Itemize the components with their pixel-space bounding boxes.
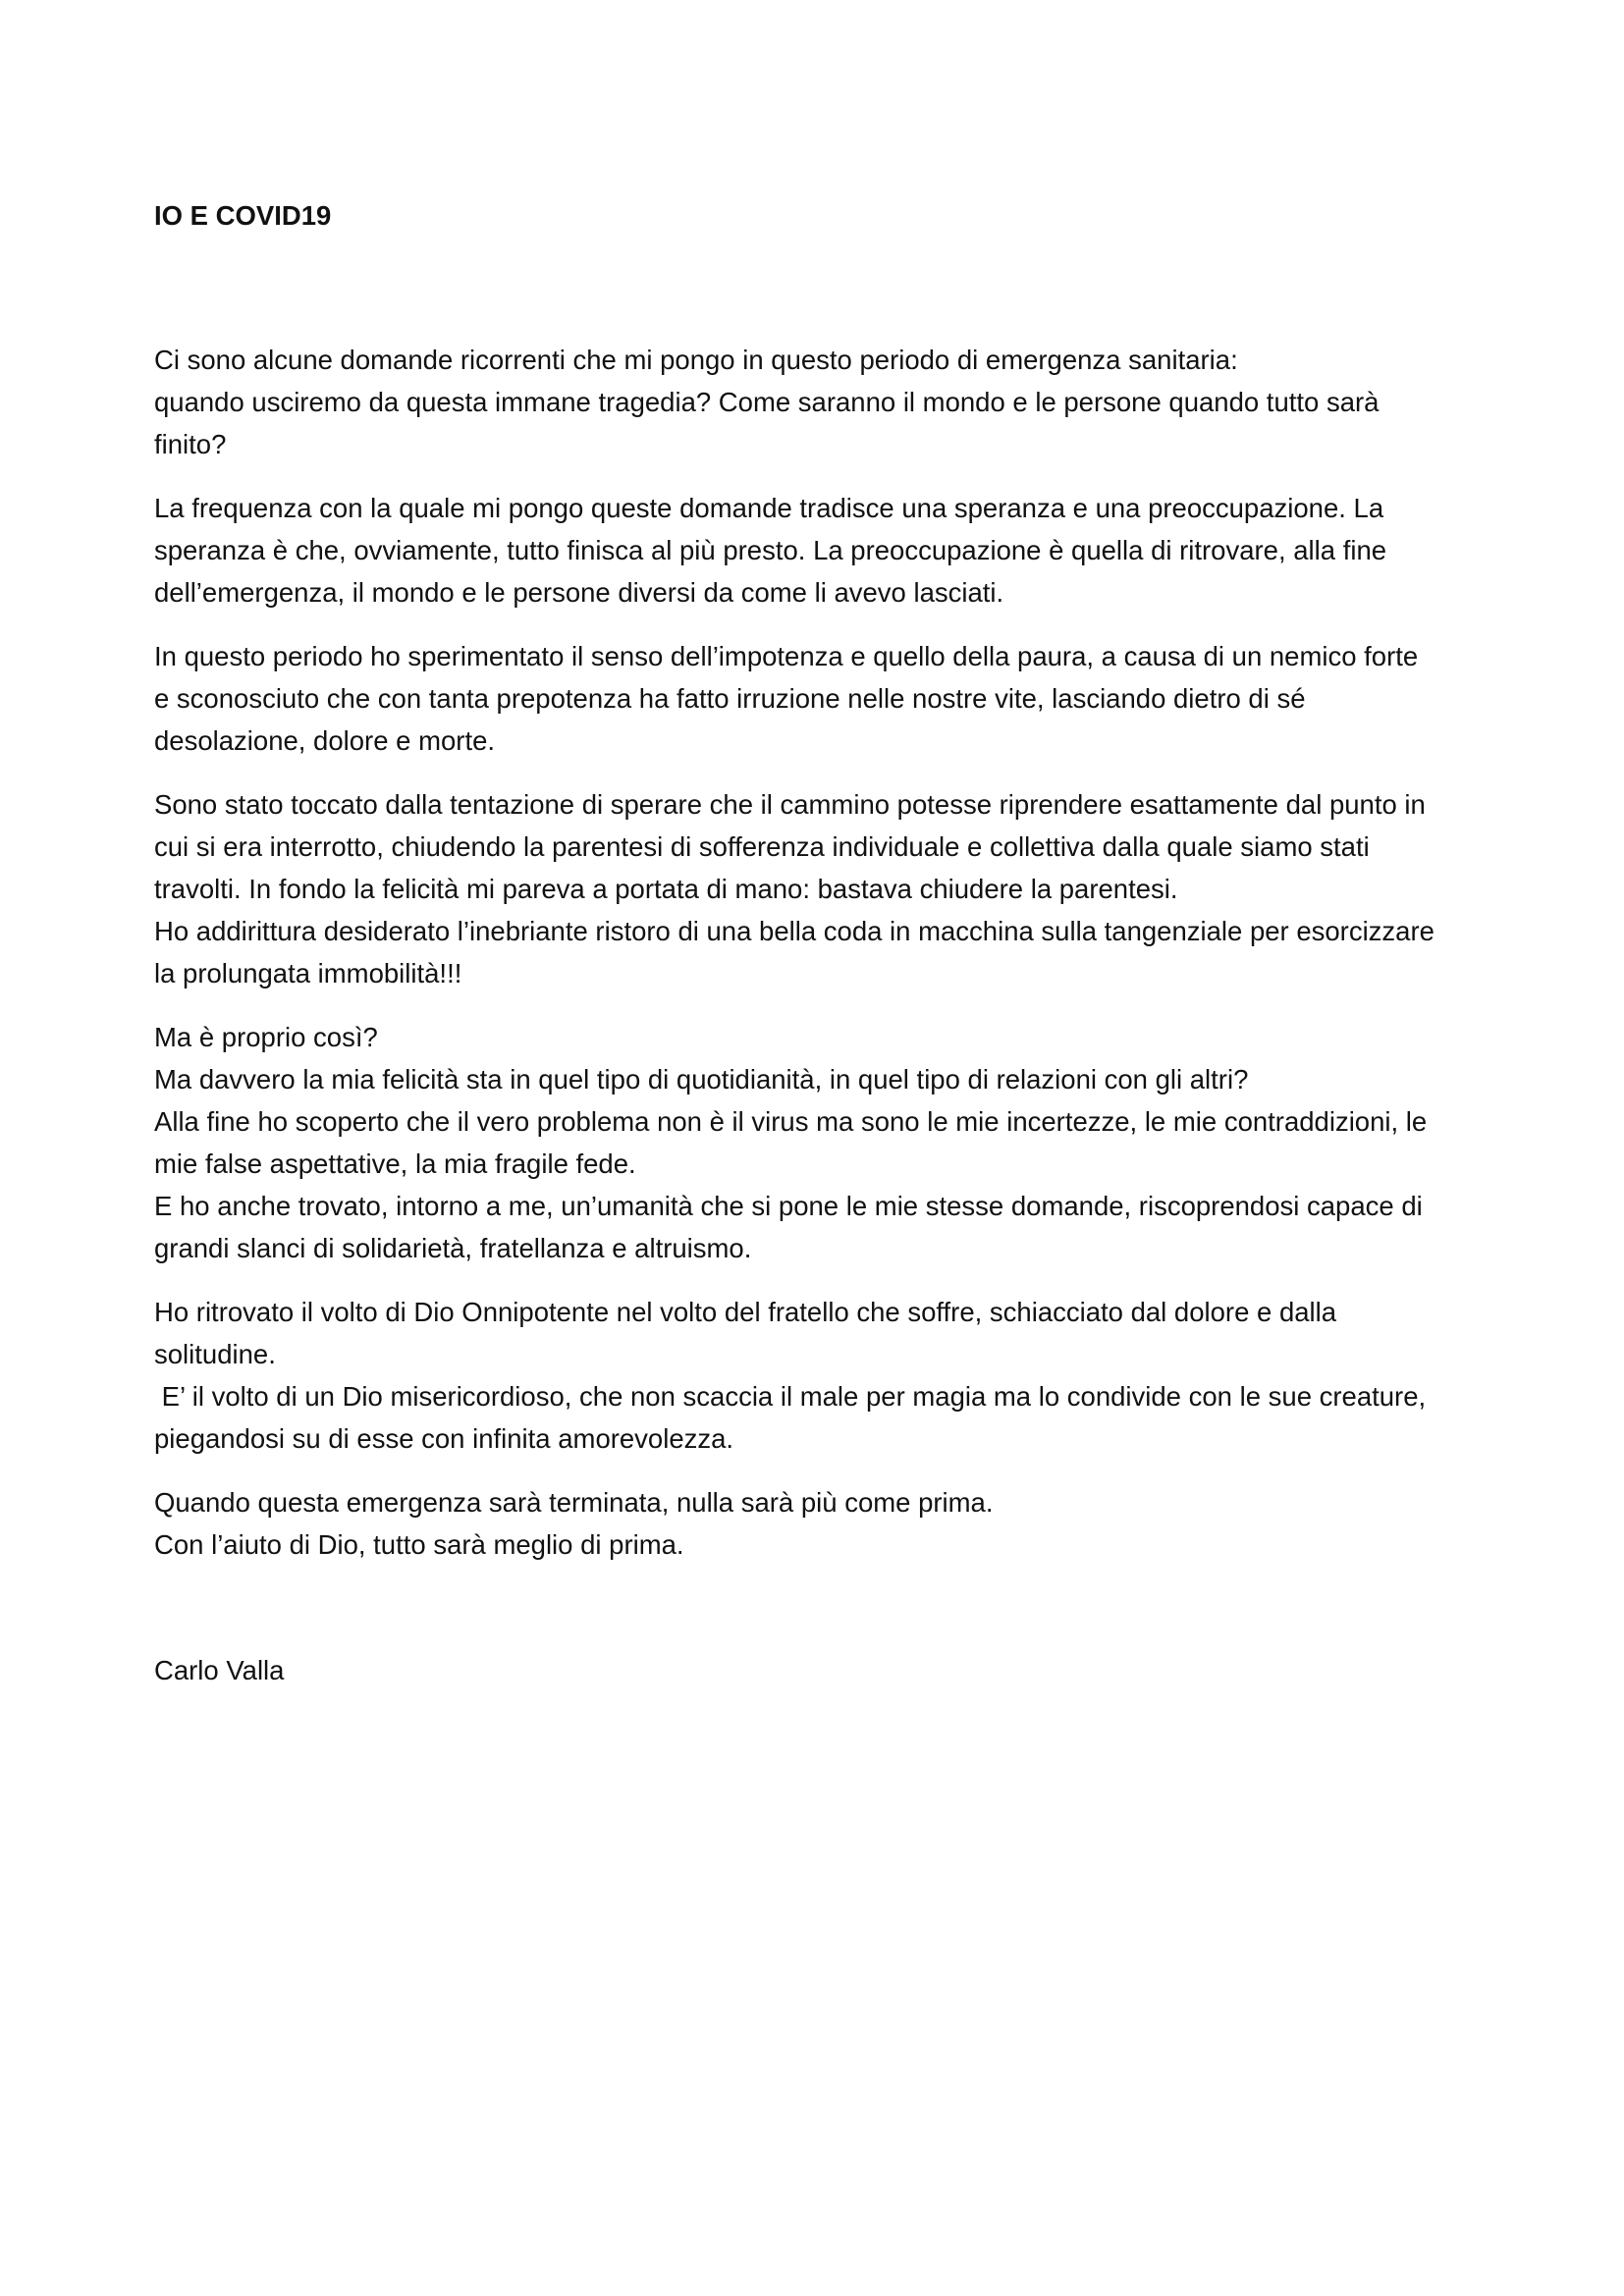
text-line: quando usciremo da questa immane tragedia? Come saranno il mondo e le persone quando tutto sarà xyxy=(154,387,1380,417)
text-line: solitudine. xyxy=(154,1339,276,1369)
text-line: dell’emergenza, il mondo e le persone diversi da come li avevo lasciati. xyxy=(154,577,1004,608)
text-line: finito? xyxy=(154,429,227,459)
text-line: mie false aspettative, la mia fragile fede. xyxy=(154,1148,636,1179)
text-line: Ho ritrovato il volto di Dio Onnipotente nel volto del fratello che soffre, schiacciato dal dolore e dalla xyxy=(154,1297,1337,1327)
text-line: La frequenza con la quale mi pongo queste domande tradisce una speranza e una preoccupazione. La xyxy=(154,493,1384,523)
document-body xyxy=(154,194,1494,1691)
text-line: la prolungata immobilità!!! xyxy=(154,958,462,988)
text-line: e sconosciuto che con tanta prepotenza ha fatto irruzione nelle nostre vite, lasciando dietro di sé xyxy=(154,683,1306,714)
text-line: grandi slanci di solidarietà, fratellanza e altruismo. xyxy=(154,1233,752,1263)
paragraph-2 xyxy=(154,487,1494,614)
text-line: Alla fine ho scoperto che il vero problema non è il virus ma sono le mie incertezze, le mie contraddizioni, le xyxy=(154,1106,1428,1137)
paragraph-4 xyxy=(154,783,1494,994)
paragraph-6 xyxy=(154,1291,1494,1460)
document-title: IO E COVID19 xyxy=(154,200,332,231)
text-line: cui si era interrotto, chiudendo la parentesi di sofferenza individuale e collettiva dalla quale siamo stati xyxy=(154,831,1370,862)
text-line: travolti. In fondo la felicità mi pareva a portata di mano: bastava chiudere la parentesi. xyxy=(154,874,1178,904)
text-line: Ho addirittura desiderato l’inebriante ristoro di una bella coda in macchina sulla tangenziale per esorcizzare xyxy=(154,916,1435,946)
text-line: Sono stato toccato dalla tentazione di sperare che il cammino potesse riprendere esattamente dal punto in xyxy=(154,789,1426,820)
text-line: speranza è che, ovviamente, tutto finisca al più presto. La preoccupazione è quella di ritrovare, alla fine xyxy=(154,535,1387,565)
author-signature: Carlo Valla xyxy=(154,1655,285,1685)
text-line: E ho anche trovato, intorno a me, un’umanità che si pone le mie stesse domande, riscoprendosi capace di xyxy=(154,1191,1423,1221)
text-line: Con l’aiuto di Dio, tutto sarà meglio di prima. xyxy=(154,1529,684,1560)
text-line: Ma è proprio così? xyxy=(154,1022,378,1052)
paragraph-3 xyxy=(154,635,1494,762)
text-line: Ci sono alcune domande ricorrenti che mi pongo in questo periodo di emergenza sanitaria: xyxy=(154,345,1238,375)
text-line: Quando questa emergenza sarà terminata, nulla sarà più come prima. xyxy=(154,1487,994,1518)
text-line: E’ il volto di un Dio misericordioso, che non scaccia il male per magia ma lo condivide con le sue creature, xyxy=(154,1381,1427,1412)
text-line: piegandosi su di esse con infinita amorevolezza. xyxy=(154,1423,734,1454)
text-line: In questo periodo ho sperimentato il senso dell’impotenza e quello della paura, a causa di un nemico forte xyxy=(154,641,1419,671)
paragraph-5 xyxy=(154,1016,1494,1269)
paragraph-1 xyxy=(154,339,1494,465)
paragraph-7 xyxy=(154,1481,1494,1566)
text-line: Ma davvero la mia felicità sta in quel tipo di quotidianità, in quel tipo di relazioni con gli altri? xyxy=(154,1064,1249,1095)
text-line: desolazione, dolore e morte. xyxy=(154,725,496,756)
